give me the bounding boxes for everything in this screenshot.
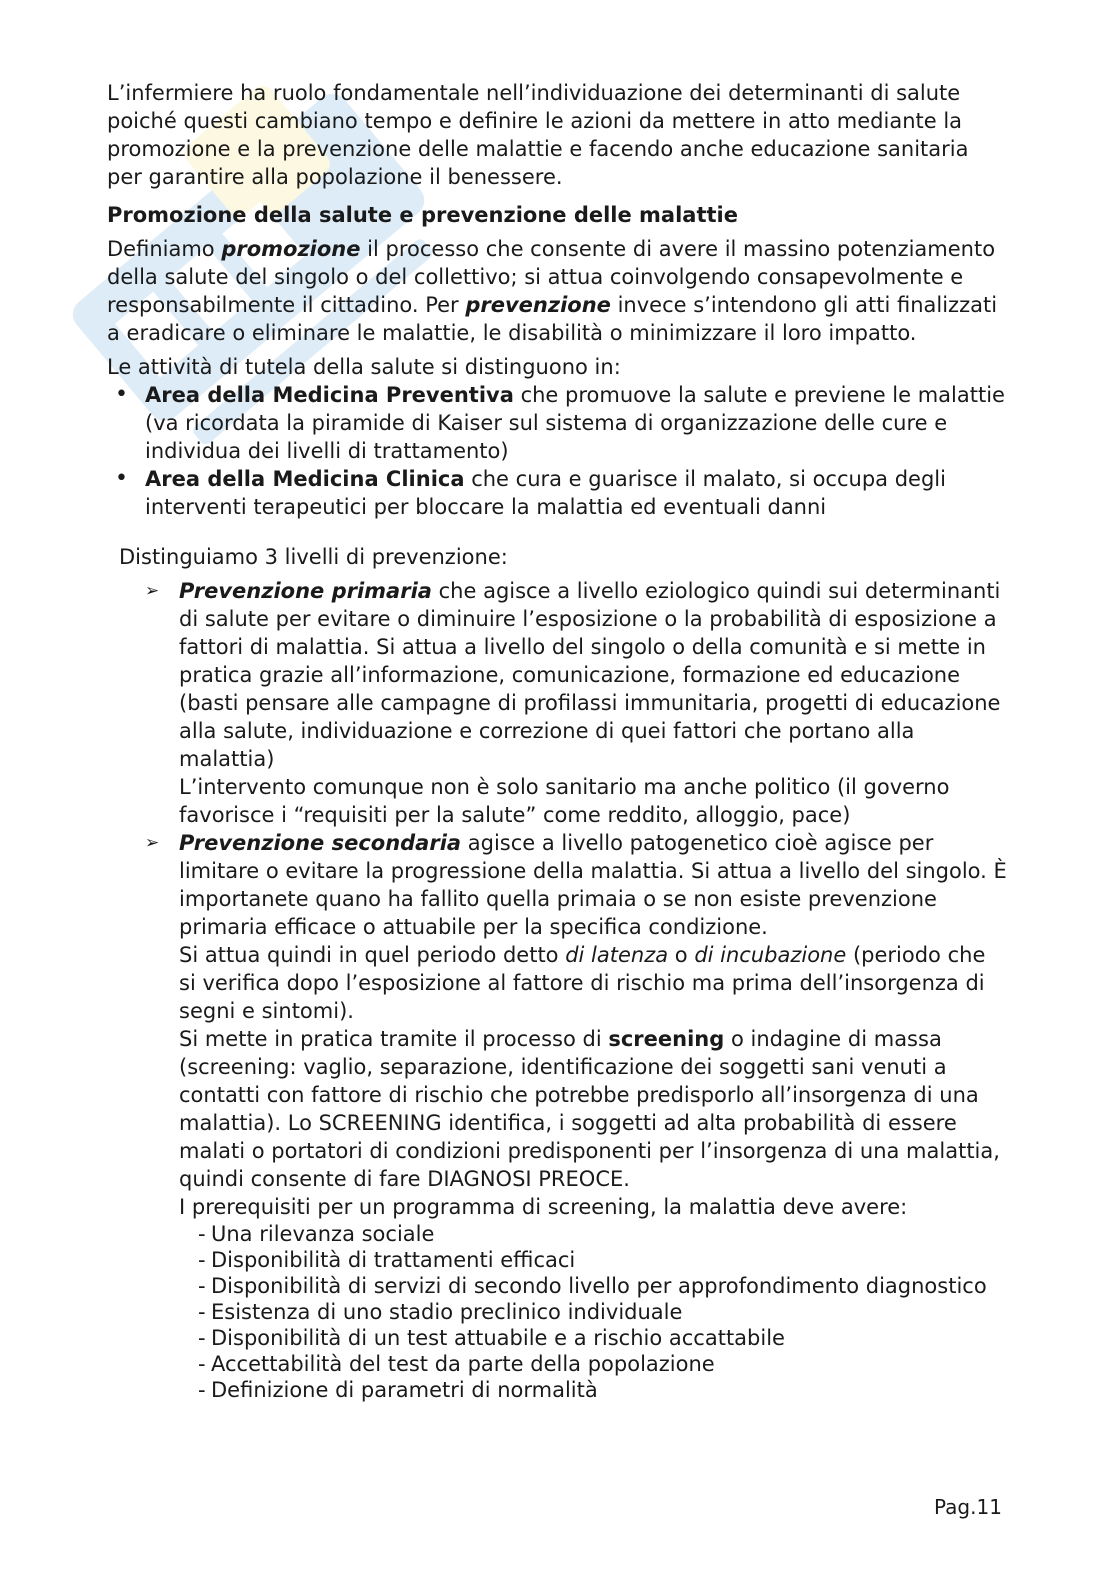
secondary-latency-paragraph [179, 941, 1007, 1025]
latency-text-3: (periodo che si verifica dopo l’esposizione al fattore di rischio ma prima dell’insorgenza di segni e sintomi). [179, 943, 986, 1023]
latency-text-1: Si attua quindi in quel periodo detto [179, 943, 566, 967]
incubation-term: di incubazione [694, 943, 847, 967]
primary-text: che agisce a livello eziologico quindi sui determinanti di salute per evitare o diminuire l’esposizione o la probabilità di esposizione a fattori di malattia. Si attua a livello del singolo o della comunità e si mette in pratica grazie all’informazione, comunicazione, formazione ed educazione (basti pensare alle campagne di profilassi immunitaria, progetti di educazione alla salute, individuazione e correzione di quei fattori che portano alla malattia) [179, 579, 1001, 771]
latency-term: di latenza [565, 943, 669, 967]
arrow-bullet-icon: ➢ [145, 581, 160, 601]
area-text: che promuove la salute e previene le malattie (va ricordata la piramide di Kaiser sul sistema di organizzazione delle cure e individua dei livelli di trattamento) [145, 383, 1005, 463]
term-promozione: promozione [221, 237, 361, 261]
level-primary [145, 577, 1007, 829]
prerequisites-list [179, 1221, 1007, 1403]
term-prevenzione: prevenzione [465, 293, 611, 317]
list-item: - Una rilevanza sociale [211, 1221, 1007, 1247]
areas-intro: Le attività di tutela della salute si distinguono in: [107, 355, 621, 379]
prerequisites-intro: I prerequisiti per un programma di screening, la malattia deve avere: [179, 1195, 908, 1219]
definition-text-1: Definiamo [107, 237, 222, 261]
area-title: Area della Medicina Preventiva [145, 383, 514, 407]
areas-list [107, 381, 1007, 521]
intro-paragraph: L’infermiere ha ruolo fondamentale nell’individuazione dei determinanti di salute poiché questi cambiano tempo e definire le azioni da mettere in atto mediante la promozione e la prevenzione delle malattie e facendo anche educazione sanitaria per garantire alla popolazione il benessere. [107, 81, 969, 189]
list-item: - Definizione di parametri di normalità [211, 1377, 1007, 1403]
primary-text-2: L’intervento comunque non è solo sanitario ma anche politico (il governo favorisce i “requisiti per la salute” come reddito, alloggio, pace) [179, 775, 950, 827]
levels-list [107, 577, 1007, 1403]
screening-term: screening [608, 1027, 725, 1051]
screening-text-2: o indagine di massa (screening: vaglio, separazione, identificazione dei soggetti sani venuti a contatti con fattore di rischio che potrebbe predisporlo all’insorgenza di una malattia). Lo SCREENING identifica, i soggetti ad alta probabilità di essere malati o portatori di condizioni predisponenti per l’insorgenza di una malattia, quindi consente di fare DIAGNOSI PREOCE. [179, 1027, 1000, 1191]
section-heading: Promozione della salute e prevenzione delle malattie [107, 203, 738, 227]
list-item [145, 381, 1007, 465]
secondary-screening-paragraph [179, 1025, 1007, 1193]
level-secondary [145, 829, 1007, 1403]
list-item: - Disponibilità di servizi di secondo livello per approfondimento diagnostico [211, 1273, 1007, 1299]
levels-intro: Distinguiamo 3 livelli di prevenzione: [119, 545, 508, 569]
list-item: - Accettabilità del test da parte della popolazione [211, 1351, 1007, 1377]
list-item [145, 465, 1007, 521]
list-item: - Esistenza di uno stadio preclinico individuale [211, 1299, 1007, 1325]
secondary-title: Prevenzione secondaria [179, 831, 462, 855]
list-item: - Disponibilità di trattamenti efficaci [211, 1247, 1007, 1273]
primary-title: Prevenzione primaria [179, 579, 432, 603]
screening-text-1: Si mette in pratica tramite il processo di [179, 1027, 609, 1051]
page-number: Pag.11 [934, 1495, 1002, 1519]
area-text: che cura e guarisce il malato, si occupa degli interventi terapeutici per bloccare la malattia ed eventuali danni [145, 467, 946, 519]
definition-paragraph [107, 235, 1007, 347]
arrow-bullet-icon: ➢ [145, 833, 160, 853]
secondary-text: agisce a livello patogenetico cioè agisce per limitare o evitare la progressione della malattia. Si attua a livello del singolo. È importanete quano ha fallito quella primaia o se non esiste prevenzione primaria efficace o attuabile per la specifica condizione. [179, 831, 1007, 939]
list-item: - Disponibilità di un test attuabile e a rischio accattabile [211, 1325, 1007, 1351]
document-body [107, 79, 1007, 1403]
area-title: Area della Medicina Clinica [145, 467, 465, 491]
definition-text-3: invece s’intendono gli atti finalizzati a eradicare o eliminare le malattie, le disabilità o minimizzare il loro impatto. [107, 293, 998, 345]
definition-text-2: il processo che consente di avere il massino potenziamento della salute del singolo o del collettivo; si attua coinvolgendo consapevolmente e responsabilmente il cittadino. Per [107, 237, 996, 317]
latency-text-2: o [668, 943, 695, 967]
